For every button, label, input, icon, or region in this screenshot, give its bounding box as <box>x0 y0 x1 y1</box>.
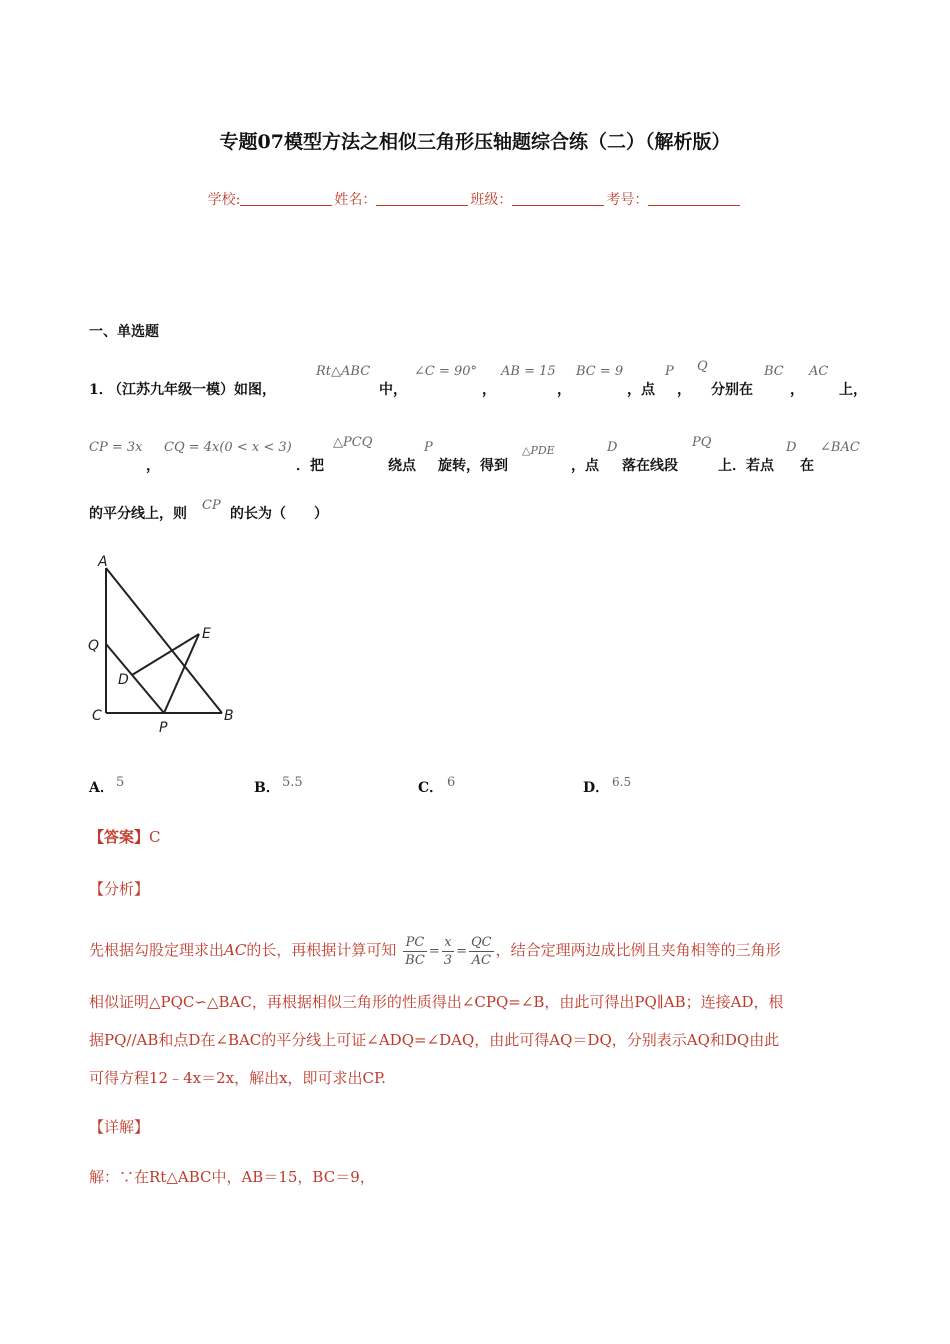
math-rt-abc: Rt△ABC <box>316 364 371 379</box>
equals-sign: = <box>456 944 467 959</box>
math-d2: D <box>786 440 797 455</box>
math-bac: ∠BAC <box>820 440 860 455</box>
text-ba: ．把 <box>296 458 324 474</box>
math-cp2: CP <box>202 498 221 513</box>
detail-tag: 【详解】 <box>89 1118 150 1136</box>
math-pde: △PDE <box>522 444 555 457</box>
math-q: Q <box>697 359 708 374</box>
analysis-tag: 【分析】 <box>89 880 150 898</box>
label-c: C <box>92 708 102 724</box>
text-fenbie: 分别在 <box>711 382 753 398</box>
math-pq: PQ <box>692 435 712 450</box>
equals-sign: = <box>428 944 440 959</box>
exam-no-blank[interactable] <box>648 191 740 206</box>
name-label: 姓名： <box>334 192 377 208</box>
answer-value: C <box>149 828 161 846</box>
frac-den: BC <box>405 952 425 968</box>
label-q: Q <box>88 638 100 654</box>
label-p: P <box>159 720 168 736</box>
exam-no-label: 考号： <box>606 192 649 208</box>
frac-den: 3 <box>443 952 453 968</box>
option-d[interactable] <box>583 777 609 797</box>
school-label: 学校: <box>207 192 241 208</box>
name-blank[interactable] <box>376 191 468 206</box>
option-a[interactable] <box>89 777 114 797</box>
text-dian: ，点 <box>627 382 655 398</box>
math-cq: CQ = 4x(0 < x < 3) <box>164 440 292 455</box>
comma: ， <box>146 458 160 474</box>
math-pcq: △PCQ <box>333 435 373 450</box>
analysis-line-1 <box>89 927 781 975</box>
school-blank[interactable] <box>240 191 332 206</box>
frac-den: AC <box>471 952 491 968</box>
analysis-math: AC <box>224 941 247 959</box>
math-ab: AB = 15 <box>501 364 556 379</box>
answer-tag: 【答案】 <box>89 828 150 846</box>
math-d: D <box>607 440 618 455</box>
question-number: 1． <box>89 382 113 398</box>
answer-line <box>89 826 161 847</box>
frac-num: x <box>442 934 454 952</box>
student-info-line <box>0 189 950 209</box>
option-c[interactable] <box>418 777 443 797</box>
comma: ， <box>557 382 571 398</box>
analysis-text: ，结合定理两边成比例且夹角相等的三角形 <box>495 941 781 959</box>
fraction-x-3 <box>442 934 454 969</box>
fraction-pc-bc <box>403 934 427 969</box>
text-dian2: ，点 <box>571 458 599 474</box>
math-p: P <box>665 364 674 379</box>
fraction-qc-ac <box>469 934 494 969</box>
math-p2: P <box>424 440 433 455</box>
text-line3b: 的长为（ ） <box>230 506 328 522</box>
frac-num: PC <box>403 934 427 952</box>
analysis-line-4: 可得方程12﹣4x＝2x，解出x，即可求出CP. <box>89 1069 386 1087</box>
text-luozai: 落在线段 <box>622 458 678 474</box>
label-e: E <box>202 626 211 642</box>
page-title: 专题07模型方法之相似三角形压轴题综合练（二）（解析版） <box>219 131 731 153</box>
class-blank[interactable] <box>512 191 604 206</box>
option-b-label: B． <box>254 780 280 796</box>
math-bc2: BC <box>764 364 784 379</box>
text-zai: 在 <box>800 458 814 474</box>
comma: ， <box>677 382 691 398</box>
text-ruodian: 上．若点 <box>718 458 774 474</box>
comma: ， <box>482 382 496 398</box>
text-shang: 上， <box>839 382 867 398</box>
class-label: 班级： <box>470 192 513 208</box>
section-heading: 一、单选题 <box>89 324 159 340</box>
option-a-label: A． <box>89 780 114 796</box>
option-c-label: C． <box>418 780 444 796</box>
option-a-value: 5 <box>116 775 125 790</box>
analysis-line-2: 相似证明△PQC∽△BAC，再根据相似三角形的性质得出∠CPQ=∠B，由此可得出PQ∥AB；连接AD，根 <box>89 993 784 1011</box>
option-b[interactable] <box>254 777 280 797</box>
label-b: B <box>224 708 234 724</box>
text-zhong: 中， <box>379 382 407 398</box>
math-bc: BC = 9 <box>576 364 624 379</box>
question-source: （江苏九年级一模）如图， <box>108 382 276 398</box>
option-b-value: 5.5 <box>282 775 303 790</box>
math-ac: AC <box>809 364 829 379</box>
analysis-text: 的长，再根据计算可知 <box>246 941 397 959</box>
label-a: A <box>98 554 108 570</box>
label-d: D <box>118 672 129 688</box>
text-line3a: 的平分线上，则 <box>89 506 187 522</box>
line-qp <box>106 644 164 713</box>
analysis-text: 先根据勾股定理求出 <box>89 941 225 959</box>
option-d-value: 6.5 <box>612 775 632 789</box>
frac-num: QC <box>470 934 492 950</box>
detail-line-1: 解：∵在Rt△ABC中，AB＝15，BC＝9， <box>89 1168 375 1186</box>
text-xuanzhuan: 旋转，得到 <box>438 458 508 474</box>
comma: ， <box>790 382 804 398</box>
option-d-label: D． <box>583 780 610 796</box>
math-cp: CP = 3x <box>89 440 143 455</box>
geometry-figure <box>80 550 250 740</box>
option-c-value: 6 <box>447 775 456 790</box>
analysis-line-3: 据PQ//AB和点D在∠BAC的平分线上可证∠ADQ=∠DAQ，由此可得AQ＝DQ，分别表示AQ和DQ由此 <box>89 1031 780 1049</box>
math-angle-c: ∠C = 90° <box>414 364 478 379</box>
text-raodian: 绕点 <box>388 458 416 474</box>
